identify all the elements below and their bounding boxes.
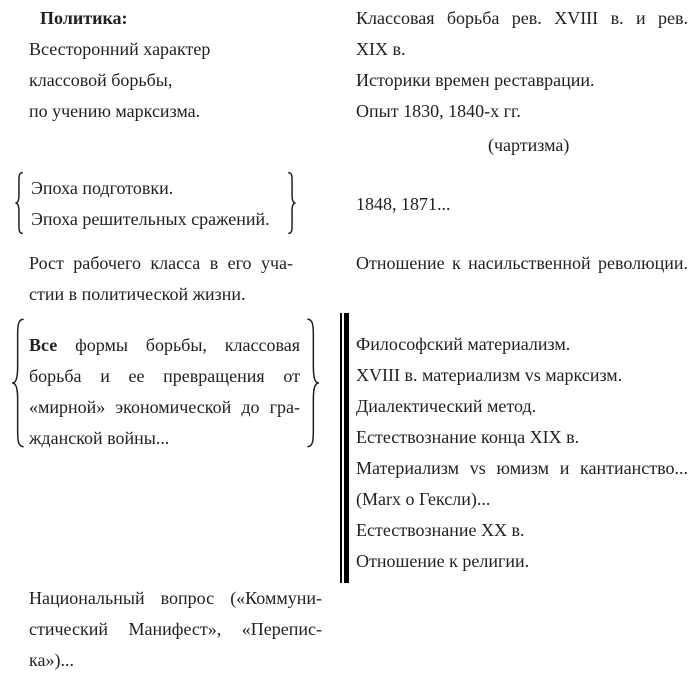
forms-paragraph xyxy=(29,330,300,454)
intro-paragraph xyxy=(29,34,309,127)
text-line: XIX в. xyxy=(356,39,406,59)
text-line: стический Манифест», «Перепис- xyxy=(29,619,322,639)
right-brace xyxy=(304,318,321,448)
chartism-note: (чартизма) xyxy=(488,135,570,155)
text-line: (Marx о Гексли)... xyxy=(356,489,491,509)
text-line: Классовая борьба рев. XVIII в. и рев. xyxy=(356,8,688,28)
growth-paragraph xyxy=(29,248,293,310)
left-brace xyxy=(10,318,27,448)
years-line: 1848, 1871... xyxy=(356,194,451,214)
violent-revolution-line: Отношение к насильственной революции. xyxy=(356,253,688,273)
text-line: Рост рабочего класса в его уча- xyxy=(29,253,293,273)
text-fragment: формы борьбы, классовая xyxy=(75,335,300,355)
text-line: Национальный вопрос («Коммуни- xyxy=(29,588,322,608)
text-line: Философский материализм. xyxy=(356,334,571,354)
emphasis-word: Все xyxy=(29,335,58,355)
national-question-paragraph xyxy=(29,583,322,676)
text-line xyxy=(29,330,300,361)
epoch-paragraph xyxy=(31,173,281,235)
text-line: Материализм vs юмизм и кантианство... xyxy=(356,458,688,478)
right-brace xyxy=(286,172,297,234)
text-line: жданской войны... xyxy=(29,428,170,448)
text-line: Историки времен реставрации. xyxy=(356,70,595,90)
text-line: стии в политической жизни. xyxy=(29,284,246,304)
text-line: Всесторонний характер xyxy=(29,39,211,59)
text-line: борьба и ее превращения от xyxy=(29,366,300,386)
philosophy-list xyxy=(356,329,688,577)
class-struggle-paragraph xyxy=(356,3,688,127)
text-line: XVIII в. материализм vs марксизм. xyxy=(356,365,623,385)
text-line: «мирной» экономической до гра- xyxy=(29,397,300,417)
text-line: по учению марксизма. xyxy=(29,101,201,121)
divider-thin-line xyxy=(340,313,342,583)
text-line: Эпоха подготовки. xyxy=(31,178,174,198)
text-line: Опыт 1830, 1840-х гг. xyxy=(356,101,521,121)
text-line: Диалектический метод. xyxy=(356,396,537,416)
divider-thick-line xyxy=(344,313,349,583)
left-brace xyxy=(14,172,25,234)
text-line: Отношение к религии. xyxy=(356,551,530,571)
section-title-politics: Политика: xyxy=(40,8,128,28)
text-line: Эпоха решительных сражений. xyxy=(31,209,270,229)
text-line: Естествознание конца XIX в. xyxy=(356,427,580,447)
text-line: классовой борьбы, xyxy=(29,70,173,90)
text-line: Естествознание XX в. xyxy=(356,520,525,540)
text-line: ка»)... xyxy=(29,650,74,670)
